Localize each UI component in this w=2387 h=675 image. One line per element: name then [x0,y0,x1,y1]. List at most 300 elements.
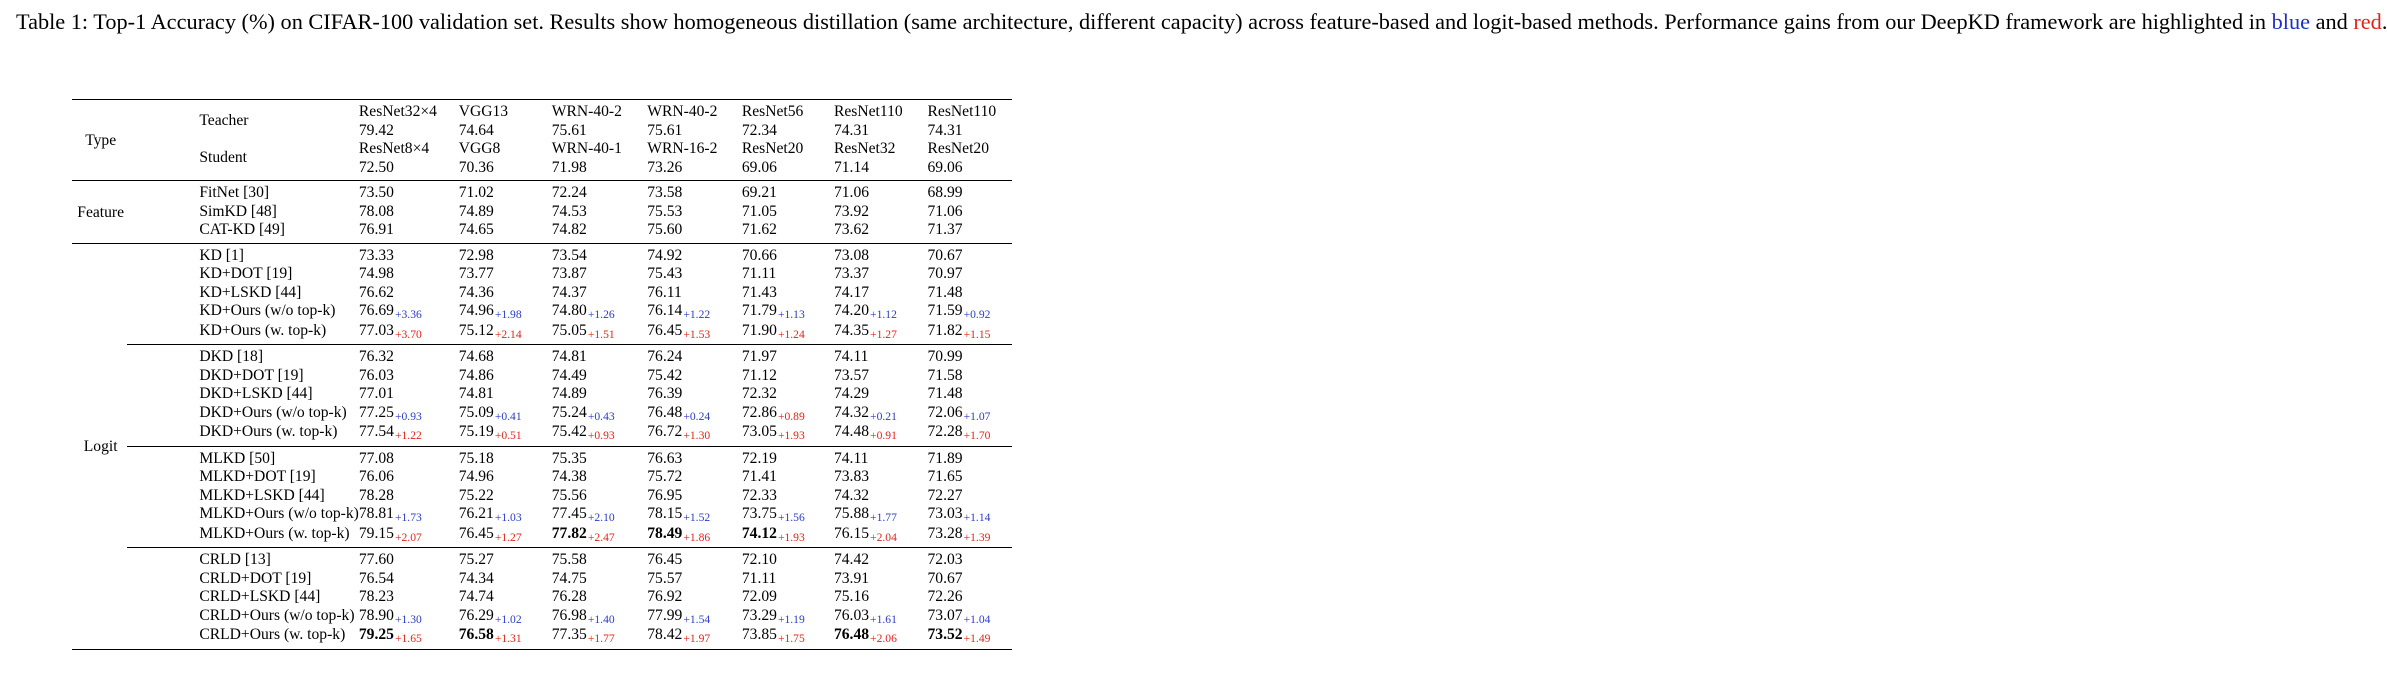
gain-value: +1.26 [587,308,615,321]
method-name: SimKD [48] [199,202,277,220]
gain-value: +1.77 [587,632,615,645]
value-cell [742,221,834,243]
gain-value: +0.21 [870,409,897,423]
value-cell [359,588,459,607]
value-cell [742,423,834,446]
student-label: Student [199,149,247,167]
gain-value: +1.73 [394,511,422,524]
accuracy-value: 74.11 [833,348,869,365]
gain-value: +0.41 [494,409,522,423]
value-cell [359,345,459,367]
gain-value: +1.51 [587,327,615,341]
student-acc: 73.26 [647,158,683,176]
gain-value: +1.19 [777,612,805,626]
value-cell [459,203,552,222]
value-cell [552,284,648,303]
accuracy-value: 68.99 [927,184,963,201]
teacher-cell [552,100,648,141]
accuracy-value: 79.15 [358,524,394,542]
accuracy-value: 76.32 [358,348,394,365]
accuracy-value: 71.97 [741,348,777,365]
accuracy-value: 72.98 [458,246,494,264]
value-cell [359,302,459,322]
value-cell [928,570,1013,589]
accuracy-value: 71.06 [927,202,963,220]
method-name: DKD+DOT [19] [199,366,304,384]
accuracy-value: 71.02 [458,184,494,201]
accuracy-value: 76.29 [458,606,494,624]
value-cell [552,588,648,607]
value-cell [647,221,742,243]
accuracy-value: 76.69 [358,302,394,319]
gain-value: +1.22 [683,308,711,321]
accuracy-value: 74.89 [551,385,587,402]
value-cell [359,446,459,468]
accuracy-value: 75.88 [833,505,870,522]
value-cell [928,302,1013,322]
table-row [72,505,1012,525]
caption-end: . [2381,9,2387,34]
gain-value: +1.70 [963,429,991,442]
value-cell [647,302,742,322]
value-cell [647,385,742,404]
student-name: ResNet8×4 [358,140,430,157]
caption-blue-word: blue [2271,9,2311,34]
accuracy-value: 76.03 [358,366,394,384]
value-cell [928,588,1013,607]
student-cell [834,140,928,181]
teacher-name: WRN-40-2 [551,103,622,120]
accuracy-value: 76.11 [647,283,682,301]
value-cell [459,322,552,345]
accuracy-value: 75.57 [647,569,683,587]
value-cell [359,626,459,649]
gain-value: +1.56 [777,511,805,524]
accuracy-value: 76.62 [358,283,394,301]
gain-value: +2.07 [394,530,422,544]
table-row [72,243,1012,265]
results-table [72,99,1012,650]
accuracy-value: 74.38 [551,468,587,485]
accuracy-value: 76.28 [551,588,587,605]
accuracy-value: 71.62 [741,221,777,238]
table-row [72,446,1012,468]
accuracy-value: 74.92 [647,246,683,264]
accuracy-value: 71.58 [927,366,963,384]
accuracy-value: 73.07 [927,606,963,624]
value-cell [928,626,1013,649]
accuracy-value: 74.81 [458,385,494,402]
value-cell [742,302,834,322]
gain-value: +1.04 [963,612,991,626]
table-row [72,345,1012,367]
value-cell [928,505,1013,525]
value-cell [928,525,1013,548]
value-cell [459,570,552,589]
accuracy-value: 74.32 [833,403,870,421]
accuracy-value: 76.39 [647,385,683,402]
teacher-name: WRN-40-2 [647,103,718,120]
value-cell [928,423,1013,446]
accuracy-value: 76.15 [833,524,870,542]
accuracy-value: 74.20 [833,302,870,319]
teacher-label: Teacher [199,112,249,130]
accuracy-value: 73.83 [833,468,870,485]
method-name: KD+Ours (w/o top-k) [199,302,336,319]
accuracy-value: 76.54 [358,569,394,587]
method-name: CAT-KD [49] [199,221,285,238]
teacher-acc: 74.64 [458,121,494,139]
gain-value: +1.53 [683,327,711,341]
student-cell [359,140,459,181]
value-cell [928,446,1013,468]
accuracy-value: 73.92 [833,202,870,220]
accuracy-value: 75.42 [551,423,587,440]
accuracy-value: 75.53 [647,202,683,220]
accuracy-value: 69.21 [741,184,777,201]
value-cell [742,385,834,404]
header-teacher-row [72,100,1012,141]
accuracy-value: 71.90 [741,321,777,339]
value-cell [552,221,648,243]
accuracy-value: 77.82 [551,524,587,542]
value-cell [459,505,552,525]
table-row [72,468,1012,487]
accuracy-value: 71.48 [927,283,963,301]
value-cell [552,367,648,386]
accuracy-value: 73.29 [741,606,777,624]
value-cell [552,446,648,468]
value-cell [647,446,742,468]
accuracy-value: 74.49 [551,366,587,384]
student-acc: 71.98 [551,158,587,176]
method-name: MLKD+DOT [19] [199,468,316,485]
accuracy-value: 74.42 [833,551,870,568]
gain-value: +1.03 [494,511,522,524]
value-cell [834,626,928,649]
gain-value: +1.93 [777,530,805,544]
gain-value: +0.93 [587,429,615,442]
table-row [72,570,1012,589]
value-cell [834,423,928,446]
value-cell [359,385,459,404]
accuracy-value: 73.58 [647,184,683,201]
value-cell [552,525,648,548]
value-cell [647,548,742,570]
table-row [72,607,1012,627]
teacher-acc: 75.61 [551,121,587,139]
value-cell [834,548,928,570]
value-cell [459,243,552,265]
accuracy-value: 72.03 [927,551,963,568]
value-cell [834,345,928,367]
value-cell [552,385,648,404]
gain-value: +2.04 [870,530,897,544]
value-cell [459,265,552,284]
value-cell [928,265,1013,284]
accuracy-value: 77.35 [551,626,587,643]
value-cell [359,505,459,525]
accuracy-value: 74.81 [551,348,587,365]
teacher-cell [834,100,928,141]
accuracy-value: 78.42 [647,626,683,643]
caption-and: and [2310,9,2354,34]
table-row [72,525,1012,548]
value-cell [459,548,552,570]
accuracy-value: 76.72 [647,423,683,440]
value-cell [459,525,552,548]
gain-value: +3.36 [394,308,422,321]
accuracy-value: 71.05 [741,202,777,220]
value-cell [742,367,834,386]
student-acc: 71.14 [833,158,870,176]
value-cell [742,243,834,265]
value-cell [647,243,742,265]
value-cell [834,404,928,424]
gain-value: +1.52 [683,511,711,524]
method-name: MLKD+Ours (w. top-k) [199,524,350,542]
gain-value: +1.54 [683,612,711,626]
gain-value: +0.89 [777,409,805,423]
student-acc: 69.06 [741,158,777,176]
value-cell [742,322,834,345]
value-cell [742,203,834,222]
value-cell [742,548,834,570]
accuracy-value: 72.28 [927,423,963,440]
value-cell [647,626,742,649]
accuracy-value: 71.89 [927,449,963,467]
accuracy-value: 76.24 [647,348,683,365]
accuracy-value: 74.98 [358,265,394,282]
accuracy-value: 73.50 [358,184,394,201]
accuracy-value: 72.86 [741,403,777,421]
gain-value: +1.14 [963,511,991,524]
method-name: FitNet [30] [127,181,359,203]
accuracy-value: 77.60 [358,551,394,568]
teacher-name: ResNet110 [927,103,997,120]
accuracy-value: 75.42 [647,366,683,384]
teacher-cell [647,100,742,141]
accuracy-value: 70.99 [927,348,963,365]
accuracy-value: 77.08 [358,449,394,467]
accuracy-value: 75.60 [647,221,683,238]
header-student-row [72,140,1012,181]
value-cell [647,181,742,203]
value-cell [928,284,1013,303]
accuracy-value: 74.37 [551,283,587,301]
accuracy-value: 76.45 [458,524,494,542]
value-cell [742,588,834,607]
value-cell [459,468,552,487]
teacher-name: ResNet32×4 [358,103,437,120]
student-name: WRN-40-1 [551,140,622,157]
value-cell [552,570,648,589]
gain-value: +2.10 [587,511,615,524]
gain-value: +1.02 [494,612,522,626]
accuracy-value: 74.11 [833,449,869,467]
value-cell [834,265,928,284]
accuracy-value: 76.14 [647,302,683,319]
accuracy-value: 76.91 [358,221,394,238]
value-cell [834,181,928,203]
value-cell [928,345,1013,367]
value-cell [834,302,928,322]
value-cell [552,626,648,649]
value-cell [459,404,552,424]
table-row [72,203,1012,222]
gain-value: +1.93 [777,429,805,442]
accuracy-value: 75.58 [551,551,587,568]
method-name: CRLD+LSKD [44] [199,588,321,605]
gain-value: +0.43 [587,409,615,423]
value-cell [459,367,552,386]
value-cell [552,265,648,284]
accuracy-value: 72.24 [551,184,587,201]
accuracy-value: 74.35 [833,321,870,339]
value-cell [359,284,459,303]
value-cell [647,505,742,525]
accuracy-value: 73.54 [551,246,587,264]
value-cell [552,548,648,570]
value-cell [359,548,459,570]
accuracy-value: 70.66 [741,246,777,264]
value-cell [742,487,834,506]
accuracy-value: 70.67 [927,569,963,587]
gain-value: +1.40 [587,612,615,626]
accuracy-value: 74.68 [458,348,494,365]
accuracy-value: 72.27 [927,486,963,504]
student-name: ResNet20 [741,140,804,157]
accuracy-value: 71.37 [927,221,963,238]
value-cell [928,385,1013,404]
method-name: DKD+LSKD [44] [199,385,313,402]
gain-value: +1.07 [963,409,991,423]
accuracy-value: 71.82 [927,321,963,339]
value-cell [459,284,552,303]
accuracy-value: 73.05 [741,423,777,440]
value-cell [742,284,834,303]
gain-value: +1.12 [870,308,897,321]
value-cell [647,322,742,345]
accuracy-value: 78.90 [358,606,394,624]
method-name: KD+Ours (w. top-k) [199,321,327,339]
value-cell [928,203,1013,222]
gain-value: +1.30 [394,612,422,626]
accuracy-value: 76.95 [647,486,683,504]
accuracy-value: 74.96 [458,468,494,485]
caption-text: Table 1: Top-1 Accuracy (%) on CIFAR-100 validation set. Results show homogeneous distillation (same architecture, different capacity) across feature-based and logit-based methods. Performance gains from our DeepKD framework are highlighted in [16,9,2272,34]
gain-value: +1.27 [494,530,522,544]
accuracy-value: 73.91 [833,569,870,587]
gain-value: +0.24 [683,409,711,423]
gain-value: +1.15 [963,327,991,341]
method-name: DKD [18] [127,345,359,367]
accuracy-value: 73.03 [927,505,963,522]
accuracy-value: 75.09 [458,403,494,421]
accuracy-value: 73.28 [927,524,963,542]
value-cell [459,626,552,649]
value-cell [359,423,459,446]
teacher-acc: 74.31 [927,121,963,139]
value-cell [834,367,928,386]
student-acc: 72.50 [358,158,394,176]
value-cell [834,385,928,404]
value-cell [928,468,1013,487]
student-cell [647,140,742,181]
value-cell [742,404,834,424]
gain-value: +1.61 [870,612,897,626]
gain-value: +1.97 [683,632,711,645]
value-cell [742,570,834,589]
value-cell [647,367,742,386]
accuracy-value: 76.45 [647,321,683,339]
method-name: MLKD+Ours (w/o top-k) [199,505,359,522]
value-cell [742,607,834,627]
table-row [72,181,1012,203]
accuracy-value: 73.85 [741,626,777,643]
accuracy-value: 73.75 [741,505,777,522]
accuracy-value: 70.67 [927,246,963,264]
accuracy-value: 79.25 [358,626,394,643]
value-cell [552,181,648,203]
gain-value: +2.06 [870,632,897,645]
method-name: DKD+Ours (w/o top-k) [199,403,347,421]
value-cell [928,181,1013,203]
value-cell [647,284,742,303]
teacher-name: ResNet56 [741,103,804,120]
teacher-cell [459,100,552,141]
teacher-name: ResNet110 [833,103,903,120]
accuracy-value: 78.23 [358,588,394,605]
accuracy-value: 77.03 [358,321,394,339]
gain-value: +1.49 [963,632,991,645]
value-cell [834,505,928,525]
student-acc: 70.36 [458,158,494,176]
accuracy-value: 78.28 [358,486,394,504]
value-cell [742,468,834,487]
value-cell [742,525,834,548]
type-logit: Logit [72,243,127,649]
accuracy-value: 73.52 [927,626,963,643]
accuracy-value: 77.45 [551,505,587,522]
accuracy-value: 71.59 [927,302,963,319]
accuracy-value: 71.06 [833,184,870,201]
accuracy-value: 73.77 [458,265,494,282]
value-cell [647,607,742,627]
value-cell [552,505,648,525]
accuracy-value: 74.48 [833,423,870,440]
table-row [72,284,1012,303]
value-cell [359,468,459,487]
value-cell [834,446,928,468]
accuracy-value: 74.80 [551,302,587,319]
value-cell [552,345,648,367]
value-cell [359,487,459,506]
value-cell [928,607,1013,627]
table-row [72,265,1012,284]
accuracy-value: 72.19 [741,449,777,467]
gain-value: +1.39 [963,530,991,544]
teacher-acc: 75.61 [647,121,683,139]
accuracy-value: 74.96 [458,302,494,319]
accuracy-value: 71.41 [741,468,777,485]
value-cell [647,570,742,589]
value-cell [742,345,834,367]
accuracy-value: 76.98 [551,606,587,624]
accuracy-value: 73.87 [551,265,587,282]
gain-value: +1.13 [777,308,805,321]
accuracy-value: 70.97 [927,265,963,282]
